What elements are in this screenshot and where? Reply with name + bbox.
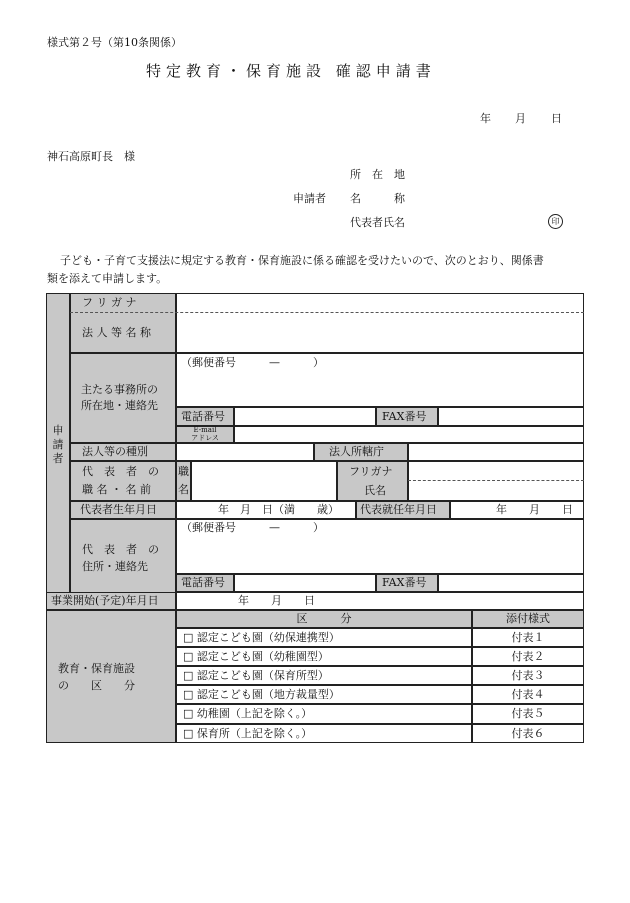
office-label-1: 主たる事務所の [81, 383, 158, 396]
category-header: 区 分 [296, 612, 352, 625]
rep-name-label: 氏名 [364, 484, 386, 497]
applicant-address-label: 所 在 地 [350, 168, 405, 181]
rep-appointed-label: 代表就任年月日 [360, 503, 437, 516]
addressee: 神石高原町長 様 [47, 150, 135, 163]
mei-label: 名 [178, 483, 189, 496]
office-postal-label: （郵便番号 — ） [181, 356, 324, 369]
attach-2: 付表２ [511, 650, 545, 663]
corp-office-input[interactable] [408, 443, 584, 461]
corp-type-input[interactable] [176, 443, 314, 461]
corp-name-input[interactable] [176, 293, 584, 353]
office-phone-label: 電話番号 [181, 410, 225, 423]
facility-label-1: 教育・保育施設 [58, 662, 135, 675]
business-start-value: 年 月 日 [238, 594, 315, 607]
applicant-side-label: 申請者 [52, 424, 64, 465]
date-month: 月 [515, 112, 526, 125]
attach-1: 付表１ [511, 631, 545, 644]
page-title: 特定教育・保育施設 確認申請書 [146, 62, 436, 80]
rep-appointed-value: 年 月 日 [496, 503, 573, 516]
attach-5: 付表５ [511, 707, 545, 720]
intro-line-2: 類を添えて申請します。 [47, 272, 168, 285]
rep-furigana-label: フリガナ [349, 465, 393, 478]
rep-title-input[interactable] [191, 461, 337, 501]
business-start-label: 事業開始(予定)年月日 [51, 594, 159, 607]
form-number: 様式第２号（第10条関係） [47, 36, 182, 49]
email-input[interactable] [234, 426, 584, 443]
attach-3: 付表３ [511, 669, 545, 682]
seal-mark: 印 [548, 214, 563, 229]
application-form-table [46, 293, 584, 743]
facility-option-1: □ 認定こども園（幼保連携型） [183, 631, 340, 644]
rep-birth-label: 代表者生年月日 [80, 503, 157, 516]
date-day: 日 [551, 112, 562, 125]
shoku-label: 職 [178, 465, 189, 478]
furigana-label: フ リ ガ ナ [82, 296, 137, 309]
corp-office-label: 法人所轄庁 [329, 445, 384, 458]
rep-phone-input[interactable] [234, 574, 376, 592]
rep-postal-label: （郵便番号 — ） [181, 521, 324, 534]
attach-6: 付表６ [511, 727, 545, 740]
attach-4: 付表４ [511, 688, 545, 701]
rep-address-label-1: 代 表 者 の [82, 543, 159, 556]
rep-title-label-1: 代 表 者 の [82, 465, 159, 478]
rep-title-label-2: 職 名 ・ 名 前 [82, 483, 151, 496]
facility-option-3: □ 認定こども園（保育所型） [183, 669, 329, 682]
representative-label: 代表者氏名 [350, 216, 405, 229]
applicant-label: 申請者 [293, 192, 326, 205]
furigana-divider [70, 312, 584, 313]
facility-option-6: □ 保育所（上記を除く。） [183, 727, 313, 740]
office-fax-label: FAX番号 [382, 410, 427, 423]
facility-label-cell [46, 610, 176, 743]
email-label-2: アドレス [191, 434, 219, 442]
rep-fax-input[interactable] [438, 574, 584, 592]
corp-type-label: 法人等の種別 [82, 445, 148, 458]
facility-label-2: の 区 分 [58, 679, 135, 692]
applicant-name-label: 名 称 [350, 192, 405, 205]
date-year: 年 [480, 112, 491, 125]
rep-address-label-2: 住所・連絡先 [82, 560, 148, 573]
intro-line-1: 子ども・子育て支援法に規定する教育・保育施設に係る確認を受けたいので、次のとおり、関係書 [60, 254, 544, 267]
rep-fax-label: FAX番号 [382, 576, 427, 589]
corp-name-label: 法 人 等 名 称 [82, 326, 151, 339]
rep-birth-value: 年 月 日（満 歳） [218, 503, 339, 516]
facility-option-4: □ 認定こども園（地方裁量型） [183, 688, 340, 701]
attach-header: 添付様式 [506, 612, 550, 625]
email-label-1: E-mail [193, 426, 217, 434]
rep-name-input[interactable] [408, 461, 584, 501]
facility-option-5: □ 幼稚園（上記を除く。） [183, 707, 313, 720]
rep-phone-label: 電話番号 [181, 576, 225, 589]
facility-option-2: □ 認定こども園（幼稚園型） [183, 650, 329, 663]
office-label-2: 所在地・連絡先 [81, 399, 158, 412]
office-fax-input[interactable] [438, 407, 584, 426]
office-phone-input[interactable] [234, 407, 376, 426]
rep-furigana-divider [408, 480, 584, 481]
